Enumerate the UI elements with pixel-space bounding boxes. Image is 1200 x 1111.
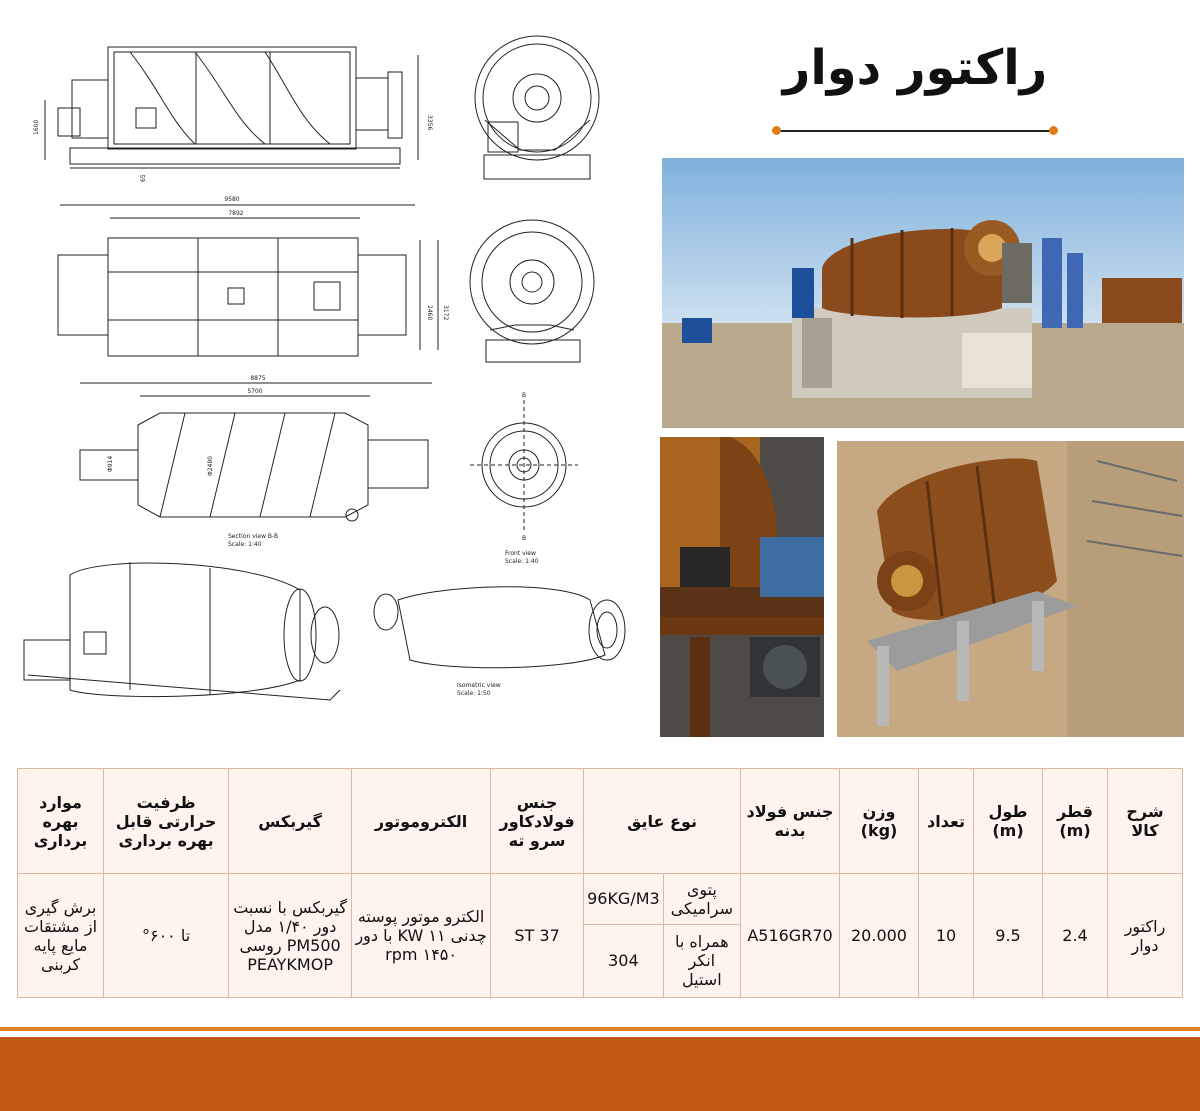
section-view-label: Section view B-B (228, 533, 279, 540)
dimension-7892-label: 7892 (228, 210, 244, 217)
reactor-construction-photo (837, 441, 1184, 737)
footer-band (0, 1037, 1200, 1111)
isometric-shell-drawing (374, 587, 625, 668)
isometric-scale-label: Scale: 1:50 (457, 690, 491, 697)
front-scale-label: Scale: 1:40 (505, 558, 539, 565)
dimension-1600-label: 1600 (33, 119, 40, 135)
cell-insulation-b-label: همراه با انکر استیل (663, 924, 740, 997)
cell-gearbox: گیربکس با نسبت دور ۱/۴۰ مدل PM500 روسی PEAYKMOP (229, 874, 352, 998)
section-view-drawing (80, 383, 432, 521)
header-diameter: قطر (m) (1043, 769, 1108, 874)
cell-quantity: 10 (919, 874, 974, 998)
cell-capacity: تا ۶۰۰° (104, 874, 229, 998)
dimension-5700-label: 5700 (247, 388, 263, 395)
section-scale-label: Scale: 1:40 (228, 541, 262, 548)
cell-cover-steel: ST 37 (491, 874, 584, 998)
header-length: طول (m) (974, 769, 1043, 874)
dimension-d2480-label: Φ2480 (207, 456, 214, 476)
header-body-steel: جنس فولاد بدنه (741, 769, 840, 874)
header-cover-steel: جنس فولادکاور سرو ته (491, 769, 584, 874)
dimension-3356-label: 3356 (426, 115, 433, 131)
header-gearbox: گیربکس (229, 769, 352, 874)
cell-insulation-a-value: 96KG/M3 (584, 874, 664, 925)
gear-closeup-photo (660, 437, 824, 737)
dimension-2460-label: 2460 (426, 305, 433, 321)
table-row (18, 874, 1183, 925)
reactor-site-photo (662, 158, 1184, 428)
cell-diameter: 2.4 (1043, 874, 1108, 998)
title-dot-right (1049, 126, 1058, 135)
front-view-label: Front view (505, 550, 536, 557)
isometric-view-label: Isometric view (457, 682, 501, 689)
top-view-drawing (58, 205, 438, 356)
cell-body-steel: A516GR70 (741, 874, 840, 998)
dimension-3172-label: 3172 (442, 305, 449, 321)
cell-insulation-a-label: پتوی سرامیکی (663, 874, 740, 925)
side-view-drawing (45, 47, 418, 168)
header-insulation: نوع عایق (584, 769, 741, 874)
cell-usage: برش گیری از مشتقات مایع پایه کربنی (18, 874, 104, 998)
header-usage: موارد بهره برداری (18, 769, 104, 874)
front-view-drawing (470, 400, 578, 530)
isometric-assembly-drawing (24, 562, 340, 700)
page-title: راکتور دوار (782, 40, 1048, 96)
cell-insulation-b-value: 304 (584, 924, 664, 997)
header-quantity: تعداد (919, 769, 974, 874)
technical-drawings (0, 0, 655, 740)
title-block (770, 40, 1060, 140)
dimension-65-label: 65 (140, 174, 147, 182)
title-underline (778, 130, 1052, 132)
end-view-drawing-1 (475, 36, 599, 179)
title-dot-left (772, 126, 781, 135)
cell-motor: الکترو موتور پوسته چدنی ۱۱ KW با دور ۱۴۵۰ rpm (352, 874, 491, 998)
header-capacity: ظرفیت حرارتی قابل بهره برداری (104, 769, 229, 874)
header-weight: وزن (kg) (840, 769, 919, 874)
footer-accent-line (0, 1027, 1200, 1031)
dimension-9580-label: 9580 (224, 196, 240, 203)
section-mark-top: B (522, 392, 527, 399)
section-mark-bottom: B (522, 535, 527, 542)
dimension-d914-label: Φ914 (107, 455, 114, 472)
cell-weight: 20.000 (840, 874, 919, 998)
table-header-row (18, 769, 1183, 874)
header-motor: الکتروموتور (352, 769, 491, 874)
header-description: شرح کالا (1108, 769, 1183, 874)
cell-length: 9.5 (974, 874, 1043, 998)
dimension-8875-label: 8875 (250, 375, 266, 382)
specification-table (17, 768, 1183, 998)
cell-description: راکتور دوار (1108, 874, 1183, 998)
end-view-drawing-2 (470, 220, 594, 362)
